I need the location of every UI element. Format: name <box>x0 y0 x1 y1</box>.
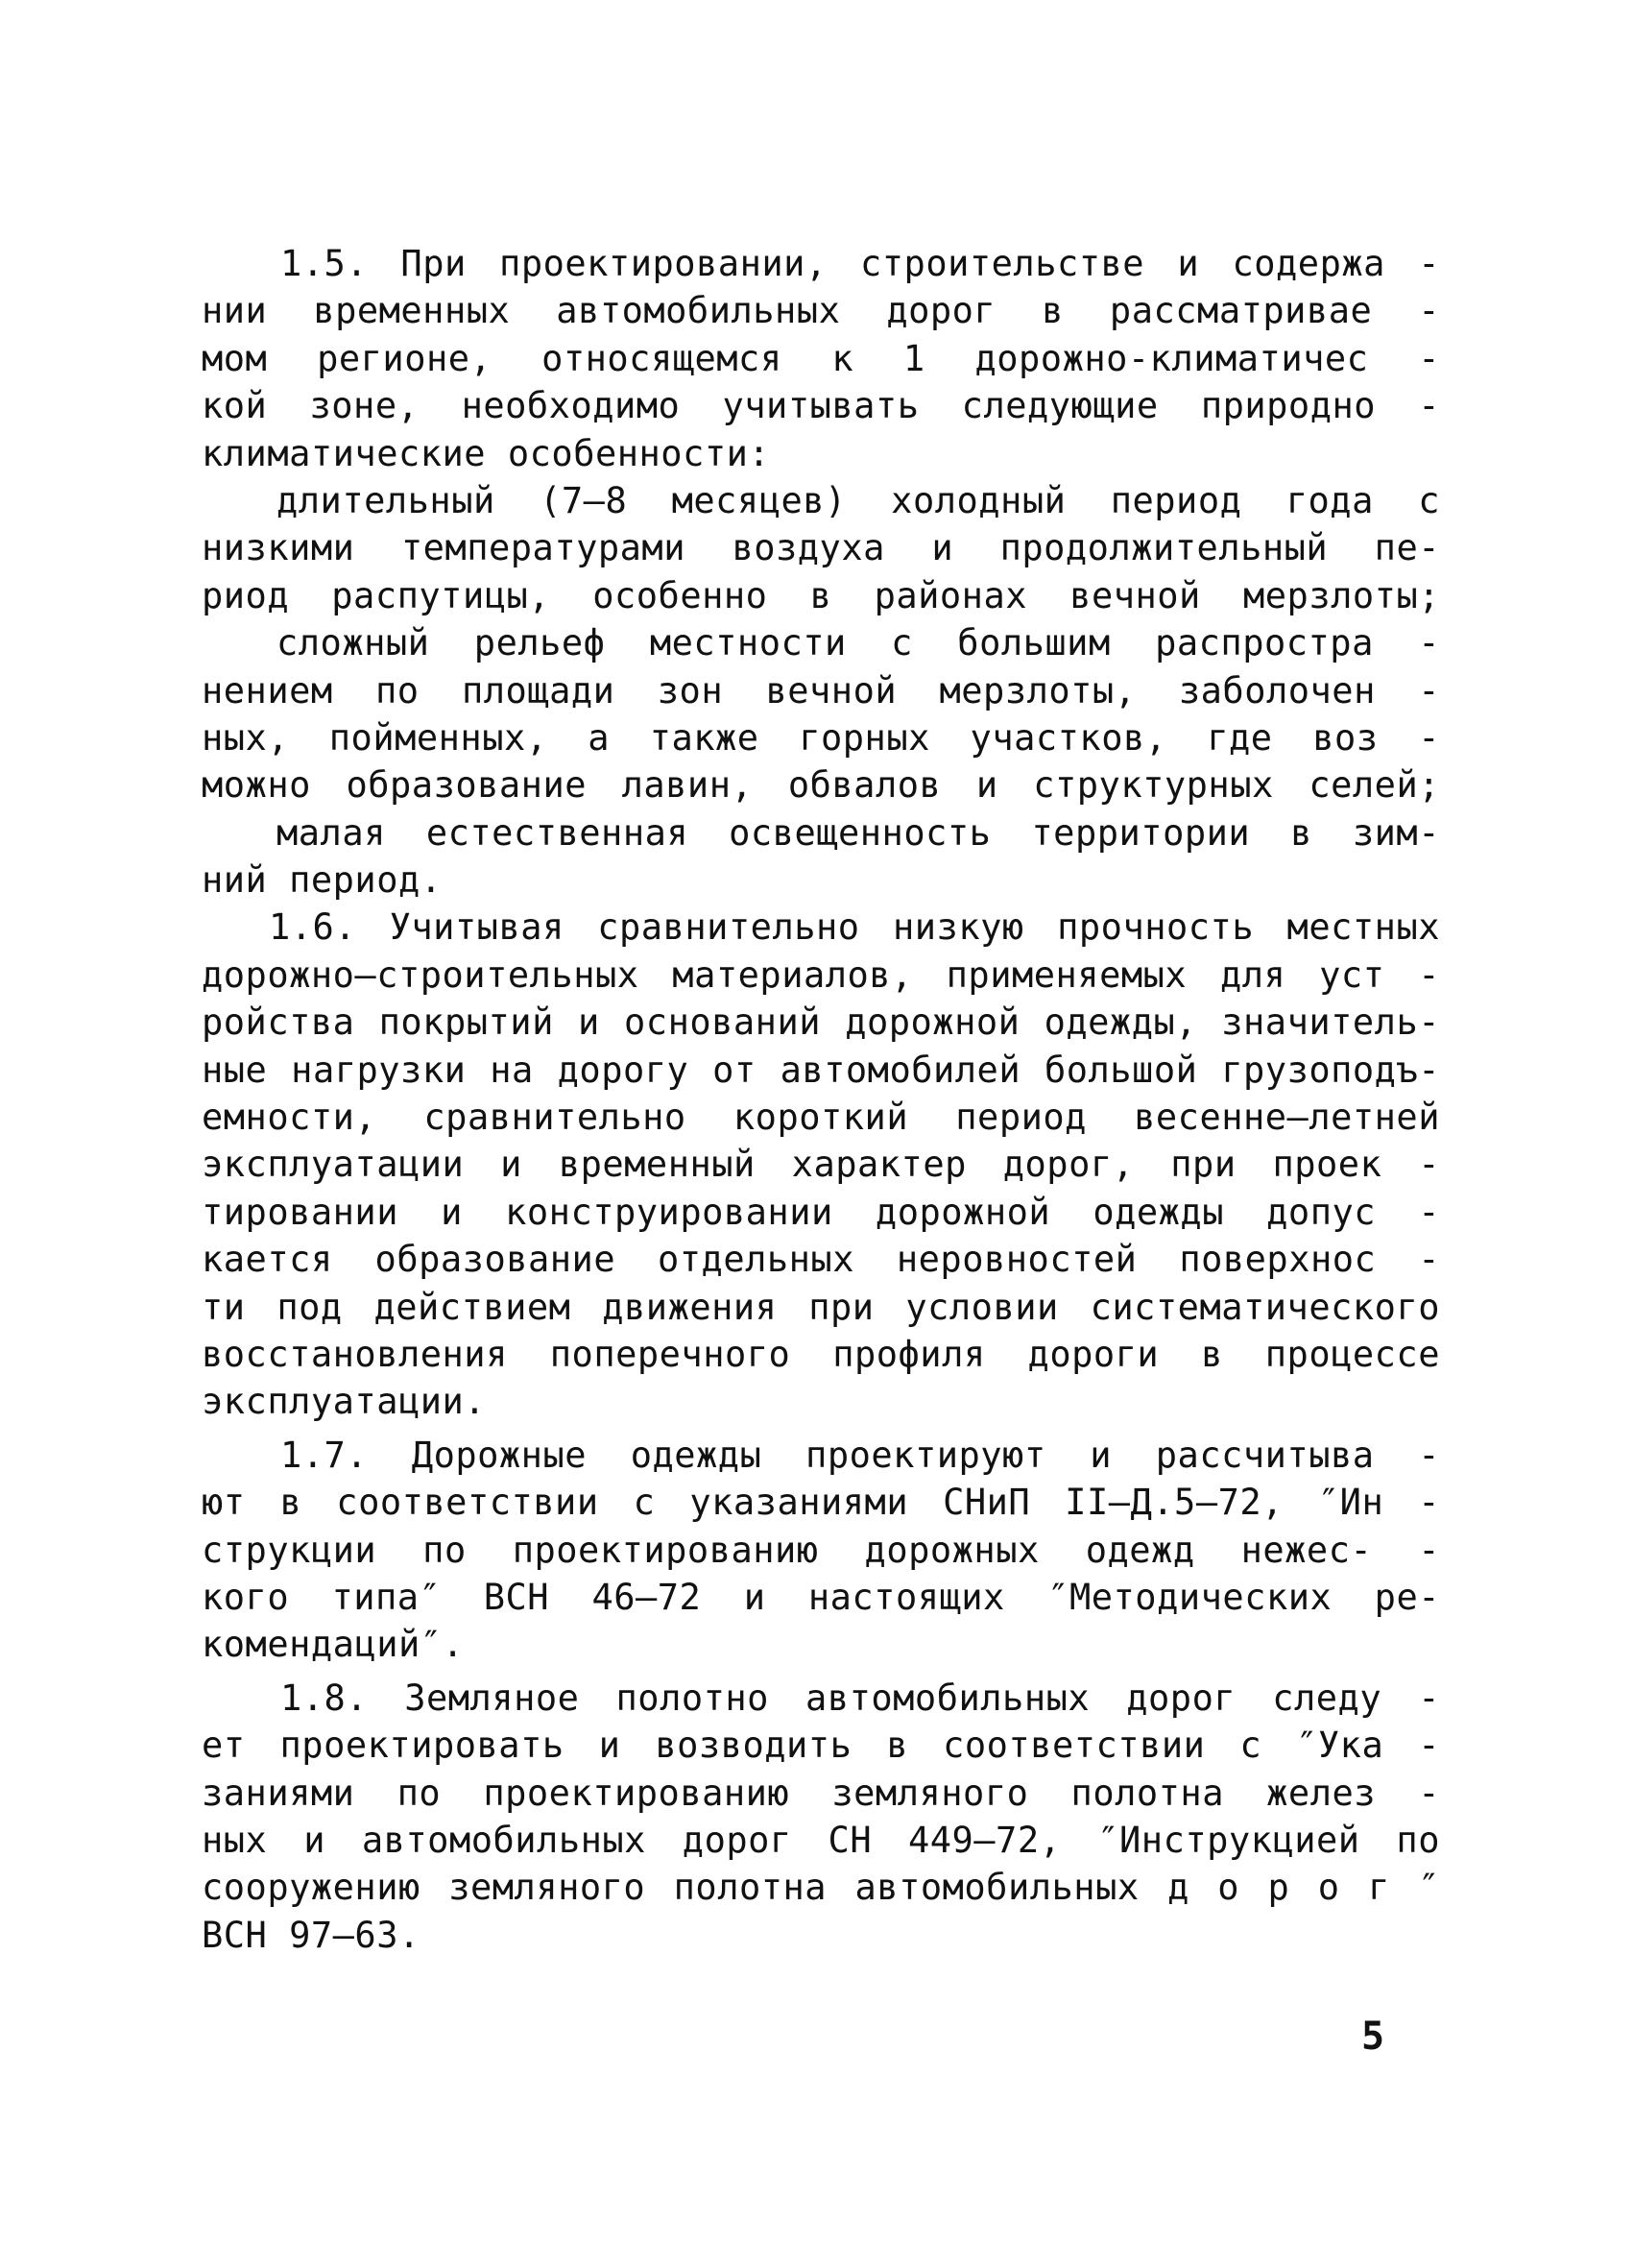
paragraph-1-8 <box>202 1675 1440 1959</box>
text-line: ти под действием движения при условии систематического <box>202 1286 1440 1328</box>
text-line: заниями по проектированию земляного полотна желез - <box>202 1772 1440 1814</box>
text-line: нии временных автомобильных дорог в рассматривае - <box>202 290 1440 332</box>
text-line: климатические особенности: <box>202 432 771 474</box>
text-line: ет проектировать и возводить в соответствии с ″Ука - <box>202 1725 1440 1767</box>
text-line: ные нагрузки на дорогу от автомобилей большой грузоподъ- <box>202 1049 1440 1091</box>
text-line: эксплуатации и временный характер дорог, при проек - <box>202 1144 1440 1186</box>
text-line: восстановления поперечного профиля дороги в процессе <box>202 1333 1440 1375</box>
text-line: тировании и конструировании дорожной одежды допус - <box>202 1191 1440 1233</box>
paragraph-item-terrain <box>202 619 1440 809</box>
paragraph-1-6 <box>202 904 1440 1425</box>
text-line: ВСН 97–63. <box>202 1914 420 1956</box>
text-line: ют в соответствии с указаниями СНиП II–Д.5–72, ″Ин - <box>202 1482 1440 1524</box>
text-line: 1.6. Учитывая сравнительно низкую прочность местных <box>269 906 1440 949</box>
paragraph-item-cold-period <box>202 477 1440 619</box>
text-line: ний период. <box>202 859 443 902</box>
paragraph-1-7 <box>202 1432 1440 1669</box>
text-line: ных и автомобильных дорог СН 449–72, ″Инструкцией по <box>202 1819 1440 1861</box>
text-line: кается образование отдельных неровностей поверхнос - <box>202 1239 1440 1281</box>
text-line: длительный (7–8 месяцев) холодный период года с <box>276 479 1440 521</box>
text-line: сложный рельеф местности с большим распростра - <box>276 622 1440 664</box>
text-line: струкции по проектированию дорожных одежд нежес- - <box>202 1529 1440 1571</box>
text-line: мом регионе, относящемся к 1 дорожно-климатичес - <box>202 337 1440 379</box>
text-line: 1.7. Дорожные одежды проектируют и рассчитыва - <box>280 1434 1440 1476</box>
text-line: дорожно–строительных материалов, применяемых для уст - <box>202 953 1440 996</box>
text-line: сооружению земляного полотна автомобильных д о р о г ″ <box>202 1867 1440 1909</box>
page-number: 5 <box>1361 2015 1385 2059</box>
text-line: можно образование лавин, обвалов и структурных селей; <box>202 764 1440 807</box>
text-line: риод распутицы, особенно в районах вечной мерзлоты; <box>202 574 1440 616</box>
document-body <box>202 240 1440 1959</box>
text-line: кого типа″ ВСН 46–72 и настоящих ″Методических ре- <box>202 1576 1440 1618</box>
text-line: 1.5. При проектировании, строительстве и содержа - <box>280 243 1440 284</box>
text-line: малая естественная освещенность территории в зим- <box>276 811 1440 854</box>
paragraph-item-light <box>202 809 1440 905</box>
paragraph-1-5 <box>202 240 1440 477</box>
text-line: низкими температурами воздуха и продолжительный пе- <box>202 527 1440 569</box>
text-line: емности, сравнительно короткий период весенне–летней <box>202 1097 1440 1139</box>
text-line: кой зоне, необходимо учитывать следующие природно - <box>202 385 1440 427</box>
text-line: ных, пойменных, а также горных участков, где воз - <box>202 716 1440 759</box>
text-line: эксплуатации. <box>202 1381 487 1423</box>
text-line: ройства покрытий и оснований дорожной одежды, значитель- <box>202 1001 1440 1044</box>
text-line: нением по площади зон вечной мерзлоты, заболочен - <box>202 669 1440 712</box>
text-line: 1.8. Земляное полотно автомобильных дорог следу - <box>280 1677 1440 1719</box>
text-line: комендаций″. <box>202 1624 465 1666</box>
